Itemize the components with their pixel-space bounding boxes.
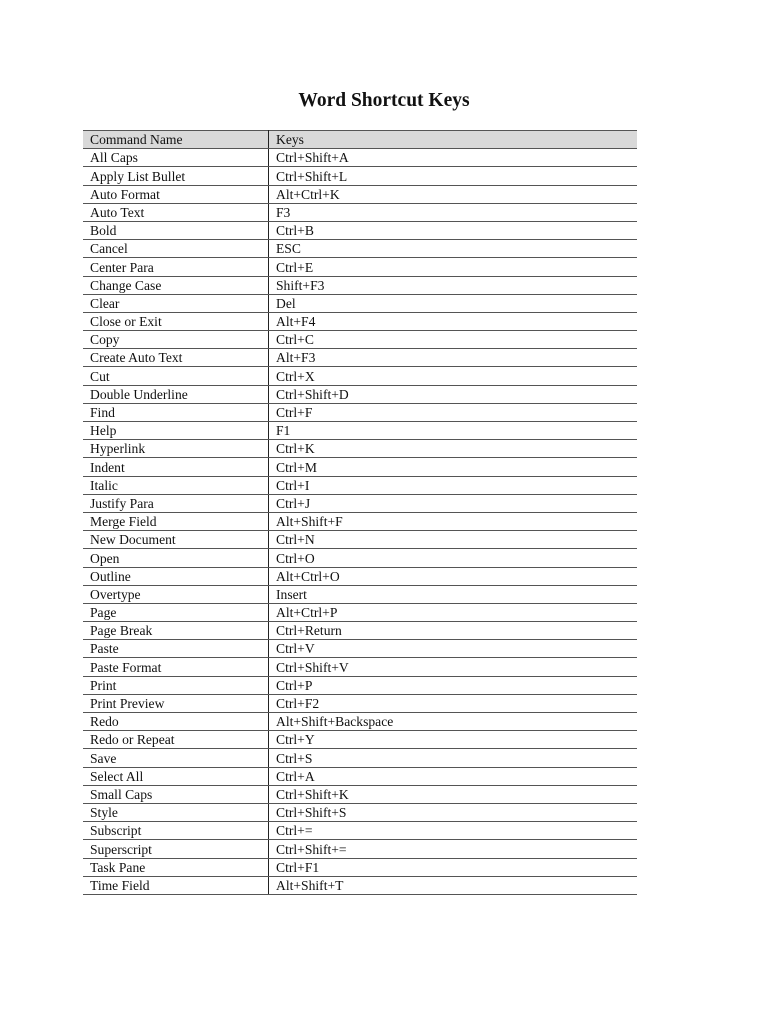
table-row — [83, 713, 637, 731]
keys-cell: Ctrl+I — [269, 476, 638, 494]
header-row — [83, 131, 637, 149]
keys-cell: Ctrl+= — [269, 822, 638, 840]
command-name-cell: All Caps — [83, 149, 269, 167]
command-name-cell: Auto Text — [83, 203, 269, 221]
command-name-cell: Apply List Bullet — [83, 167, 269, 185]
command-name-cell: Page Break — [83, 622, 269, 640]
page-title: Word Shortcut Keys — [298, 90, 470, 111]
command-name-cell: New Document — [83, 531, 269, 549]
table-row — [83, 603, 637, 621]
keys-cell: Ctrl+Shift+V — [269, 658, 638, 676]
command-name-cell: Print Preview — [83, 694, 269, 712]
table-row — [83, 385, 637, 403]
keys-cell: Ctrl+S — [269, 749, 638, 767]
keys-cell: Shift+F3 — [269, 276, 638, 294]
command-name-cell: Close or Exit — [83, 312, 269, 330]
column-header-command-name: Command Name — [83, 131, 269, 149]
command-name-cell: Style — [83, 803, 269, 821]
command-name-cell: Select All — [83, 767, 269, 785]
command-name-cell: Print — [83, 676, 269, 694]
command-name-cell: Redo — [83, 713, 269, 731]
table-row — [83, 640, 637, 658]
table-body — [83, 149, 637, 895]
keys-cell: ESC — [269, 240, 638, 258]
keys-cell: Ctrl+A — [269, 767, 638, 785]
command-name-cell: Time Field — [83, 876, 269, 894]
table-row — [83, 731, 637, 749]
command-name-cell: Bold — [83, 221, 269, 239]
command-name-cell: Small Caps — [83, 785, 269, 803]
command-name-cell: Create Auto Text — [83, 349, 269, 367]
table-row — [83, 440, 637, 458]
table-row — [83, 567, 637, 585]
keys-cell: Ctrl+Y — [269, 731, 638, 749]
column-header-keys: Keys — [269, 131, 638, 149]
keys-cell: Ctrl+E — [269, 258, 638, 276]
command-name-cell: Find — [83, 403, 269, 421]
table-row — [83, 822, 637, 840]
keys-cell: Alt+Ctrl+P — [269, 603, 638, 621]
keys-cell: F3 — [269, 203, 638, 221]
command-name-cell: Justify Para — [83, 494, 269, 512]
table-row — [83, 694, 637, 712]
table-row — [83, 876, 637, 894]
keys-cell: Ctrl+C — [269, 331, 638, 349]
keys-cell: Ctrl+F2 — [269, 694, 638, 712]
command-name-cell: Auto Format — [83, 185, 269, 203]
table-row — [83, 767, 637, 785]
command-name-cell: Open — [83, 549, 269, 567]
table-row — [83, 149, 637, 167]
command-name-cell: Paste — [83, 640, 269, 658]
keys-cell: Ctrl+Shift+= — [269, 840, 638, 858]
table-row — [83, 367, 637, 385]
command-name-cell: Save — [83, 749, 269, 767]
table-row — [83, 331, 637, 349]
table-row — [83, 403, 637, 421]
table-row — [83, 458, 637, 476]
table-row — [83, 221, 637, 239]
table-row — [83, 585, 637, 603]
table-row — [83, 185, 637, 203]
table-row — [83, 312, 637, 330]
keys-cell: Ctrl+N — [269, 531, 638, 549]
table-row — [83, 294, 637, 312]
keys-cell: Ctrl+M — [269, 458, 638, 476]
table-row — [83, 749, 637, 767]
keys-cell: Ctrl+Shift+L — [269, 167, 638, 185]
table-row — [83, 476, 637, 494]
table-row — [83, 276, 637, 294]
command-name-cell: Clear — [83, 294, 269, 312]
table-row — [83, 803, 637, 821]
keys-cell: Alt+Shift+T — [269, 876, 638, 894]
command-name-cell: Cancel — [83, 240, 269, 258]
keys-cell: Ctrl+X — [269, 367, 638, 385]
keys-cell: Alt+Ctrl+O — [269, 567, 638, 585]
table-row — [83, 258, 637, 276]
keys-cell: Ctrl+B — [269, 221, 638, 239]
table-row — [83, 658, 637, 676]
table-row — [83, 422, 637, 440]
command-name-cell: Italic — [83, 476, 269, 494]
keys-cell: Ctrl+Shift+D — [269, 385, 638, 403]
keys-cell: Ctrl+J — [269, 494, 638, 512]
keys-cell: Del — [269, 294, 638, 312]
table-row — [83, 785, 637, 803]
keys-cell: Ctrl+P — [269, 676, 638, 694]
command-name-cell: Task Pane — [83, 858, 269, 876]
table-header — [83, 131, 637, 149]
keys-cell: Ctrl+O — [269, 549, 638, 567]
command-name-cell: Superscript — [83, 840, 269, 858]
table-row — [83, 203, 637, 221]
command-name-cell: Subscript — [83, 822, 269, 840]
table-row — [83, 167, 637, 185]
keys-cell: F1 — [269, 422, 638, 440]
table-row — [83, 494, 637, 512]
keys-cell: Ctrl+Shift+K — [269, 785, 638, 803]
command-name-cell: Merge Field — [83, 512, 269, 530]
table-row — [83, 531, 637, 549]
keys-cell: Ctrl+Shift+A — [269, 149, 638, 167]
keys-cell: Ctrl+Return — [269, 622, 638, 640]
table-row — [83, 512, 637, 530]
table-row — [83, 349, 637, 367]
keys-cell: Ctrl+Shift+S — [269, 803, 638, 821]
command-name-cell: Outline — [83, 567, 269, 585]
keys-cell: Ctrl+K — [269, 440, 638, 458]
command-name-cell: Indent — [83, 458, 269, 476]
table-row — [83, 240, 637, 258]
command-name-cell: Double Underline — [83, 385, 269, 403]
table-row — [83, 840, 637, 858]
keys-cell: Ctrl+V — [269, 640, 638, 658]
command-name-cell: Cut — [83, 367, 269, 385]
command-name-cell: Center Para — [83, 258, 269, 276]
command-name-cell: Copy — [83, 331, 269, 349]
command-name-cell: Page — [83, 603, 269, 621]
keys-cell: Alt+Shift+F — [269, 512, 638, 530]
keys-cell: Ctrl+F1 — [269, 858, 638, 876]
command-name-cell: Paste Format — [83, 658, 269, 676]
table-row — [83, 622, 637, 640]
table-row — [83, 549, 637, 567]
command-name-cell: Redo or Repeat — [83, 731, 269, 749]
command-name-cell: Hyperlink — [83, 440, 269, 458]
keys-cell: Ctrl+F — [269, 403, 638, 421]
command-name-cell: Change Case — [83, 276, 269, 294]
keys-cell: Insert — [269, 585, 638, 603]
command-name-cell: Overtype — [83, 585, 269, 603]
keys-cell: Alt+F4 — [269, 312, 638, 330]
keys-cell: Alt+F3 — [269, 349, 638, 367]
keys-cell: Alt+Shift+Backspace — [269, 713, 638, 731]
keys-cell: Alt+Ctrl+K — [269, 185, 638, 203]
command-name-cell: Help — [83, 422, 269, 440]
shortcut-table — [83, 130, 637, 895]
table-row — [83, 676, 637, 694]
table-row — [83, 858, 637, 876]
